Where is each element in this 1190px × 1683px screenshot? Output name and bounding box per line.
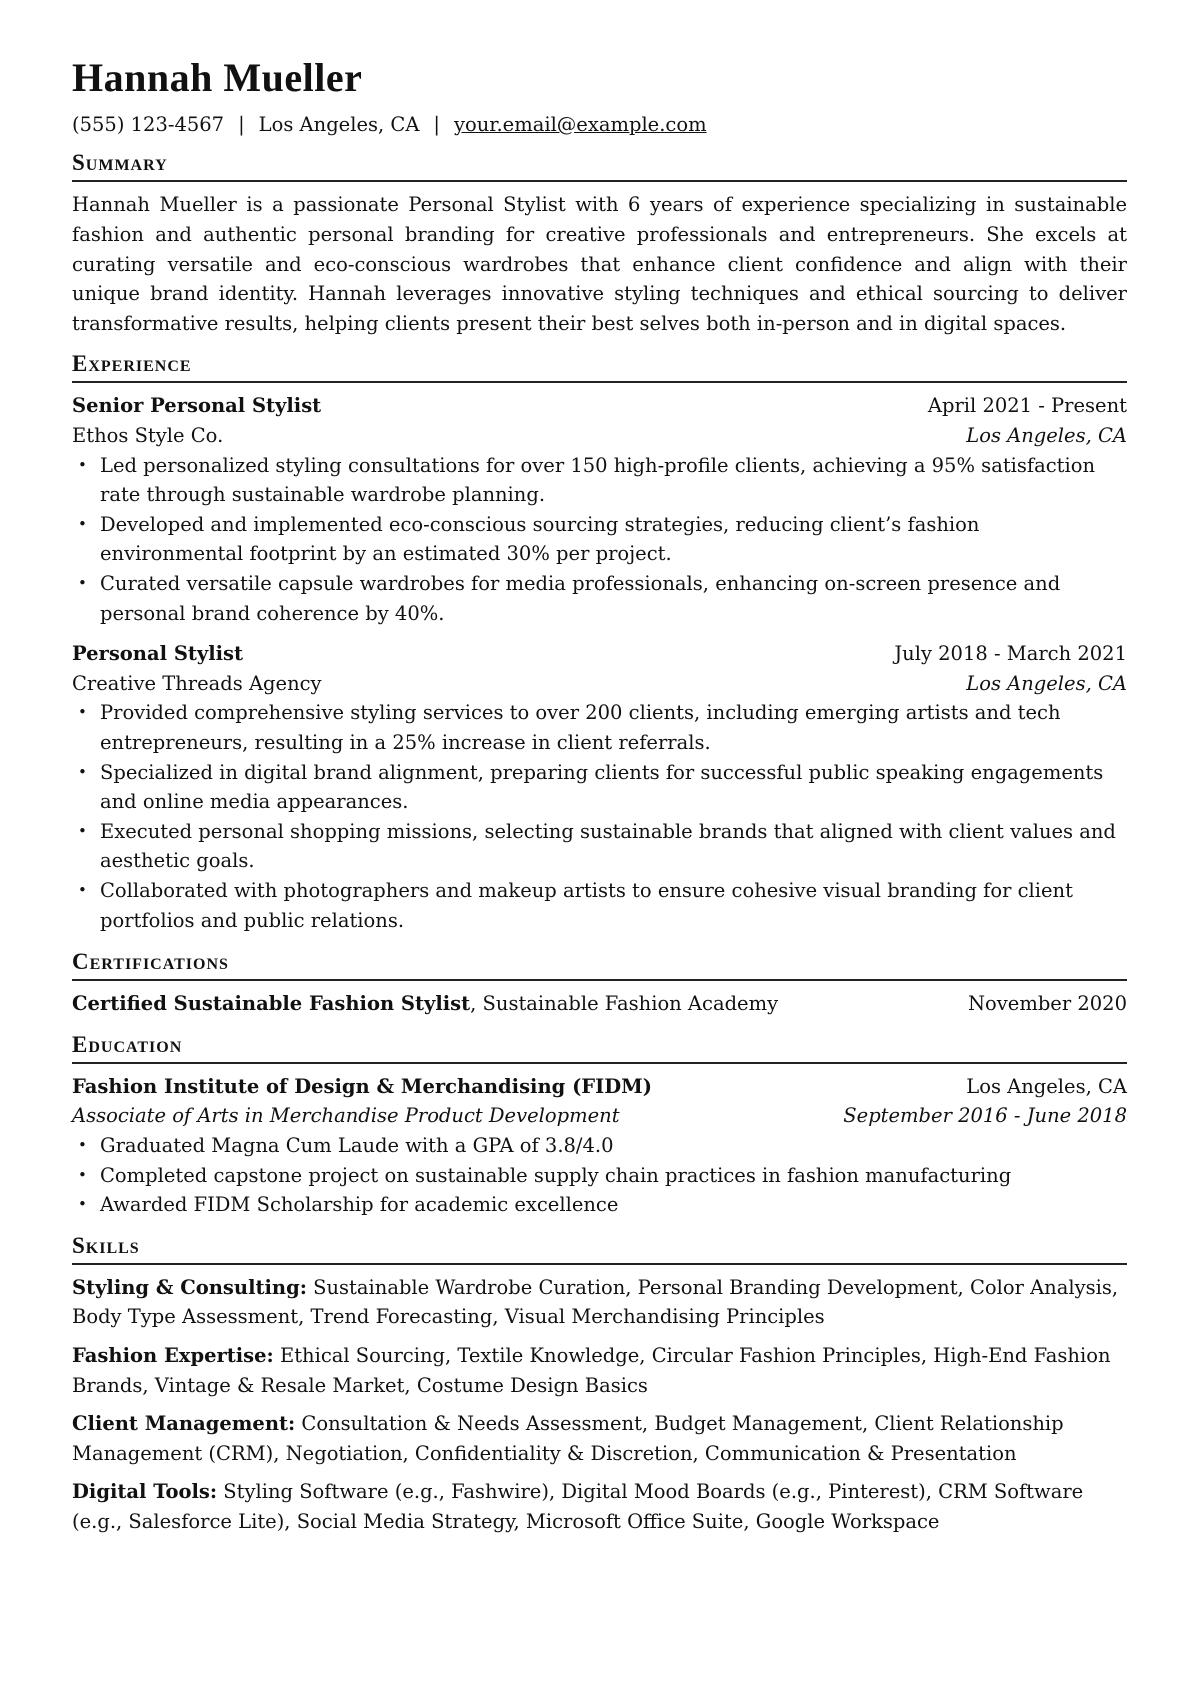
phone-number: (555) 123-4567 bbox=[72, 113, 225, 136]
skill-items: Styling Software (e.g., Fashwire), Digital Mood Boards (e.g., Pinterest), CRM Software (e.g., Salesforce Lite), Social Media Strategy, Microsoft Office Suite, Google Workspace bbox=[72, 1480, 1084, 1533]
bullet-text: Completed capstone project on sustainable supply chain practices in fashion manufacturing bbox=[100, 1163, 1012, 1187]
location: Los Angeles, CA bbox=[258, 113, 420, 136]
skill-label: Digital Tools: bbox=[72, 1480, 218, 1504]
list-item bbox=[72, 510, 1127, 569]
job-location: Los Angeles, CA bbox=[966, 424, 1127, 447]
certification-name: Certified Sustainable Fashion Stylist bbox=[72, 992, 471, 1016]
bullet-icon: • bbox=[78, 1195, 87, 1214]
list-item bbox=[72, 569, 1127, 628]
resume-name: Hannah Mueller bbox=[72, 55, 363, 100]
bullet-icon: • bbox=[78, 762, 87, 781]
bullet-icon: • bbox=[78, 1165, 87, 1184]
bullet-text: Graduated Magna Cum Laude with a GPA of 3.8/4.0 bbox=[100, 1133, 614, 1157]
skill-group bbox=[72, 1273, 1127, 1332]
list-item bbox=[72, 451, 1127, 510]
bullet-text: Specialized in digital brand alignment, preparing clients for successful public speaking engagements and online media appearances. bbox=[100, 760, 1104, 814]
bullet-text: Awarded FIDM Scholarship for academic excellence bbox=[100, 1193, 619, 1217]
job-company: Ethos Style Co. bbox=[72, 424, 224, 447]
skill-group bbox=[72, 1477, 1127, 1536]
skill-label: Styling & Consulting: bbox=[72, 1275, 307, 1299]
email-link[interactable]: your.email@example.com bbox=[453, 113, 707, 136]
bullet-text: Executed personal shopping missions, selecting sustainable brands that aligned with client values and aesthetic goals. bbox=[100, 819, 1116, 873]
job-bullets bbox=[72, 698, 1127, 935]
bullet-icon: • bbox=[78, 1135, 87, 1154]
bullet-text: Collaborated with photographers and makeup artists to ensure cohesive visual branding for client portfolios and public relations. bbox=[100, 878, 1073, 932]
section-title-experience: Experience bbox=[72, 348, 1127, 383]
job-role: Personal Stylist bbox=[72, 642, 244, 666]
job-dates: July 2018 - March 2021 bbox=[894, 642, 1127, 666]
degree: Associate of Arts in Merchandise Product Development bbox=[72, 1104, 620, 1128]
education-dates: September 2016 - June 2018 bbox=[843, 1104, 1127, 1128]
section-title-summary: Summary bbox=[72, 147, 1127, 182]
section-title-education: Education bbox=[72, 1029, 1127, 1064]
contact-separator: | bbox=[238, 113, 245, 136]
bullet-text: Developed and implemented eco-conscious sourcing strategies, reducing client’s fashion environmental footprint by an estimated 30% per project. bbox=[100, 512, 980, 566]
job-entry bbox=[72, 639, 1127, 935]
list-item bbox=[72, 1131, 1127, 1161]
contact-separator: | bbox=[433, 113, 440, 136]
skill-items: Sustainable Wardrobe Curation, Personal Branding Development, Color Analysis, Body Type Assessment, Trend Forecasting, Visual Merchandising Principles bbox=[72, 1275, 1119, 1329]
skill-group bbox=[72, 1409, 1127, 1468]
job-location: Los Angeles, CA bbox=[966, 671, 1127, 695]
bullet-text: Curated versatile capsule wardrobes for media professionals, enhancing on-screen presence and personal brand coherence by 40%. bbox=[100, 571, 1061, 625]
certification-issuer: , Sustainable Fashion Academy bbox=[470, 992, 779, 1016]
bullet-icon: • bbox=[78, 703, 87, 722]
certification-date: November 2020 bbox=[967, 992, 1127, 1016]
job-bullets bbox=[72, 451, 1127, 629]
skill-group bbox=[72, 1341, 1127, 1400]
list-item bbox=[72, 1161, 1127, 1191]
bullet-text: Provided comprehensive styling services to over 200 clients, including emerging artists and tech entrepreneurs, resulting in a 25% increase in client referrals. bbox=[100, 701, 1061, 754]
job-dates: April 2021 - Present bbox=[927, 394, 1127, 418]
resume-content bbox=[72, 54, 1127, 1546]
job-role: Senior Personal Stylist bbox=[72, 394, 322, 418]
bullet-icon: • bbox=[78, 821, 87, 840]
job-company: Creative Threads Agency bbox=[72, 671, 322, 695]
bullet-icon: • bbox=[78, 573, 87, 592]
job-entry bbox=[72, 391, 1127, 628]
school-location: Los Angeles, CA bbox=[966, 1074, 1127, 1098]
bullet-icon: • bbox=[78, 880, 87, 899]
bullet-icon: • bbox=[78, 455, 87, 474]
school-name: Fashion Institute of Design & Merchandising (FIDM) bbox=[72, 1074, 652, 1098]
skill-items: Consultation & Needs Assessment, Budget Management, Client Relationship Management (CRM), Negotiation, Confidentiality & Discretion, Communication & Presentation bbox=[72, 1412, 1064, 1465]
education-bullets bbox=[72, 1131, 1127, 1220]
contact-line bbox=[72, 112, 1127, 137]
list-item bbox=[72, 1190, 1127, 1220]
certification-row bbox=[72, 989, 1127, 1019]
skill-items: Ethical Sourcing, Textile Knowledge, Circular Fashion Principles, High-End Fashion Brands, Vintage & Resale Market, Costume Design Basics bbox=[72, 1343, 1111, 1397]
list-item bbox=[72, 876, 1127, 935]
bullet-icon: • bbox=[78, 514, 87, 533]
section-title-skills: Skills bbox=[72, 1230, 1127, 1265]
list-item bbox=[72, 758, 1127, 817]
summary-text: Hannah Mueller is a passionate Personal Stylist with 6 years of experience specializing in sustainable fashion and authentic personal branding for creative professionals and entrepreneurs. She excels at curating versatile and eco-conscious wardrobes that enhance client confidence and align with their unique brand identity. Hannah leverages innovative styling techniques and ethical sourcing to deliver transformative results, helping clients present their best selves both in-person and in digital spaces. bbox=[72, 193, 1127, 335]
list-item bbox=[72, 698, 1127, 757]
section-title-certifications: Certifications bbox=[72, 946, 1127, 981]
skill-label: Fashion Expertise: bbox=[72, 1343, 274, 1367]
list-item bbox=[72, 817, 1127, 876]
education-entry bbox=[72, 1072, 1127, 1220]
bullet-text: Led personalized styling consultations for over 150 high-profile clients, achieving a 95% satisfaction rate through sustainable wardrobe planning. bbox=[100, 453, 1096, 507]
skill-label: Client Management: bbox=[72, 1412, 296, 1436]
